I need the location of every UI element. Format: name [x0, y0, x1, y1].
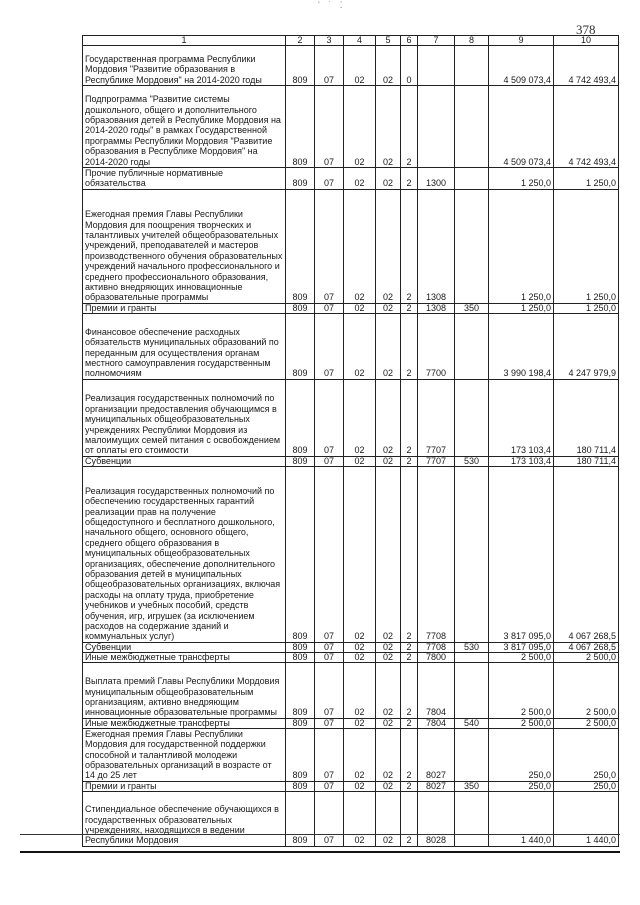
code-subsection: 02 — [344, 379, 376, 456]
bottom-divider-thick — [20, 851, 620, 853]
code-subsection: 02 — [344, 718, 376, 728]
column-header: 10 — [554, 36, 619, 46]
column-header: 1 — [83, 36, 286, 46]
code-expense-type: 530 — [455, 456, 489, 466]
code-ministry: 809 — [286, 303, 315, 313]
code-target: 8027 — [418, 781, 455, 791]
amount-year-2: 180 711,4 — [554, 379, 619, 456]
code-program: 02 — [376, 379, 401, 456]
code-subprogram: 2 — [401, 781, 418, 791]
code-expense-type — [455, 728, 489, 781]
code-ministry: 809 — [286, 781, 315, 791]
amount-year-1: 3 817 095,0 — [489, 642, 554, 652]
table-row — [83, 718, 619, 728]
code-section: 07 — [315, 379, 344, 456]
code-target: 7700 — [418, 313, 455, 379]
row-name: Прочие публичные нормативные обязательства — [83, 168, 286, 190]
code-target: 7708 — [418, 466, 455, 642]
column-header: 7 — [418, 36, 455, 46]
amount-year-1: 3 990 198,4 — [489, 313, 554, 379]
code-expense-type — [455, 379, 489, 456]
amount-year-1: 3 817 095,0 — [489, 466, 554, 642]
column-header: 9 — [489, 36, 554, 46]
code-program: 02 — [376, 791, 401, 846]
table-row — [83, 46, 619, 86]
code-subsection: 02 — [344, 662, 376, 718]
amount-year-2: 1 250,0 — [554, 189, 619, 303]
row-name: Премии и гранты — [83, 781, 286, 791]
amount-year-1: 1 440,0 — [489, 791, 554, 846]
table-row — [83, 662, 619, 718]
code-ministry: 809 — [286, 46, 315, 86]
code-target — [418, 86, 455, 168]
code-program: 02 — [376, 781, 401, 791]
code-program: 02 — [376, 642, 401, 652]
bottom-divider — [20, 834, 620, 835]
code-ministry: 809 — [286, 728, 315, 781]
code-ministry: 809 — [286, 86, 315, 168]
table-row — [83, 303, 619, 313]
code-expense-type — [455, 662, 489, 718]
table-row — [83, 791, 619, 846]
code-section: 07 — [315, 662, 344, 718]
code-subsection: 02 — [344, 168, 376, 190]
table-row — [83, 456, 619, 466]
code-section: 07 — [315, 168, 344, 190]
code-program: 02 — [376, 456, 401, 466]
amount-year-2: 4 067 268,5 — [554, 466, 619, 642]
code-subsection: 02 — [344, 728, 376, 781]
page-number: 378 — [576, 22, 596, 37]
amount-year-1: 173 103,4 — [489, 379, 554, 456]
code-subprogram: 2 — [401, 662, 418, 718]
code-subsection: 02 — [344, 313, 376, 379]
table-row — [83, 781, 619, 791]
code-subsection: 02 — [344, 791, 376, 846]
code-subprogram: 2 — [401, 791, 418, 846]
code-section: 07 — [315, 642, 344, 652]
code-ministry: 809 — [286, 718, 315, 728]
table-row — [83, 168, 619, 190]
amount-year-1: 250,0 — [489, 728, 554, 781]
code-expense-type — [455, 86, 489, 168]
code-subprogram: 2 — [401, 189, 418, 303]
code-section: 07 — [315, 456, 344, 466]
row-name: Ежегодная премия Главы Республики Мордовия для государственной поддержки способной и талантливой молодежи образовательных организаций в возрасте от 14 до 25 лет — [83, 728, 286, 781]
code-subsection: 02 — [344, 189, 376, 303]
code-program: 02 — [376, 728, 401, 781]
code-program: 02 — [376, 189, 401, 303]
code-ministry: 809 — [286, 652, 315, 662]
code-target: 7707 — [418, 456, 455, 466]
table-row — [83, 642, 619, 652]
code-program: 02 — [376, 86, 401, 168]
code-expense-type: 530 — [455, 642, 489, 652]
amount-year-2: 250,0 — [554, 781, 619, 791]
code-section: 07 — [315, 728, 344, 781]
amount-year-1: 4 509 073,4 — [489, 46, 554, 86]
amount-year-2: 4 742 493,4 — [554, 46, 619, 86]
column-header: 6 — [401, 36, 418, 46]
code-subprogram: 2 — [401, 718, 418, 728]
amount-year-2: 180 711,4 — [554, 456, 619, 466]
table-body — [83, 46, 619, 847]
row-name: Реализация государственных полномочий по организации предоставления обучающимся в муниципальных общеобразовательных учреждениях Республики Мордовия из малоимущих семей питания с освобождением от оплаты его стоимости — [83, 379, 286, 456]
code-expense-type — [455, 466, 489, 642]
code-target: 1308 — [418, 303, 455, 313]
code-subsection: 02 — [344, 86, 376, 168]
code-section: 07 — [315, 466, 344, 642]
code-expense-type — [455, 313, 489, 379]
amount-year-1: 250,0 — [489, 781, 554, 791]
budget-table-container — [82, 35, 619, 847]
code-expense-type — [455, 46, 489, 86]
code-expense-type: 350 — [455, 303, 489, 313]
code-section: 07 — [315, 718, 344, 728]
code-section: 07 — [315, 791, 344, 846]
amount-year-2: 4 067 268,5 — [554, 642, 619, 652]
code-target: 1308 — [418, 189, 455, 303]
row-name: Премии и гранты — [83, 303, 286, 313]
amount-year-2: 1 440,0 — [554, 791, 619, 846]
row-name: Реализация государственных полномочий по обеспечению государственных гарантий реализации прав на получение общедоступного и бесплатного дошкольного, начального общего, основного общего, среднего общего образования в муниципальных общеобразовательных организациях, обеспечение дополнительного образования детей в муниципальных общеобразовательных организациях, включая расходы на оплату труда, приобретение учебников и учебных пособий, средств обучения, игр, игрушек (за исключением расходов на содержание зданий и коммунальных услуг) — [83, 466, 286, 642]
code-ministry: 809 — [286, 662, 315, 718]
code-expense-type: 350 — [455, 781, 489, 791]
row-name: Подпрограмма "Развитие системы дошкольного, общего и дополнительного образования детей в Республике Мордовия на 2014-2020 годы" в рамках Государственной программы Республики Мордовия "Развитие образования в Республике Мордовия" на 2014-2020 годы — [83, 86, 286, 168]
code-section: 07 — [315, 313, 344, 379]
code-subprogram: 2 — [401, 303, 418, 313]
column-header: 4 — [344, 36, 376, 46]
code-target: 7800 — [418, 652, 455, 662]
amount-year-2: 4 247 979,9 — [554, 313, 619, 379]
code-subprogram: 2 — [401, 168, 418, 190]
code-target: 7708 — [418, 642, 455, 652]
code-subprogram: 2 — [401, 466, 418, 642]
table-row — [83, 86, 619, 168]
column-header: 5 — [376, 36, 401, 46]
row-name: Государственная программа Республики Мордовия "Развитие образования в Республике Мордовия" на 2014-2020 годы — [83, 46, 286, 86]
code-section: 07 — [315, 303, 344, 313]
code-section: 07 — [315, 189, 344, 303]
amount-year-1: 1 250,0 — [489, 303, 554, 313]
table-row — [83, 313, 619, 379]
code-target: 1300 — [418, 168, 455, 190]
code-ministry: 809 — [286, 313, 315, 379]
row-name: Субвенции — [83, 642, 286, 652]
code-target: 7804 — [418, 718, 455, 728]
row-name: Стипендиальное обеспечение обучающихся в государственных образовательных учреждениях, находящихся в ведении Республики Мордовия — [83, 791, 286, 846]
code-target — [418, 46, 455, 86]
code-subsection: 02 — [344, 303, 376, 313]
table-row — [83, 379, 619, 456]
code-subprogram: 2 — [401, 313, 418, 379]
amount-year-2: 2 500,0 — [554, 718, 619, 728]
table-row — [83, 189, 619, 303]
code-section: 07 — [315, 46, 344, 86]
code-program: 02 — [376, 313, 401, 379]
code-ministry: 809 — [286, 466, 315, 642]
code-subprogram: 2 — [401, 652, 418, 662]
amount-year-2: 4 742 493,4 — [554, 86, 619, 168]
code-section: 07 — [315, 86, 344, 168]
code-expense-type — [455, 652, 489, 662]
code-program: 02 — [376, 46, 401, 86]
code-ministry: 809 — [286, 168, 315, 190]
code-subprogram: 2 — [401, 728, 418, 781]
table-header-row — [83, 36, 619, 46]
code-program: 02 — [376, 303, 401, 313]
row-name: Финансовое обеспечение расходных обязательств муниципальных образований по переданным для осуществления органам местного самоуправления государственным полномочиям — [83, 313, 286, 379]
column-header: 8 — [455, 36, 489, 46]
amount-year-2: 1 250,0 — [554, 168, 619, 190]
row-name: Выплата премий Главы Республики Мордовия муниципальным общеобразовательным организациям, активно внедряющим инновационные образовательные программы — [83, 662, 286, 718]
amount-year-1: 2 500,0 — [489, 652, 554, 662]
budget-table — [82, 35, 619, 847]
row-name: Субвенции — [83, 456, 286, 466]
code-ministry: 809 — [286, 456, 315, 466]
code-program: 02 — [376, 466, 401, 642]
code-subprogram: 0 — [401, 46, 418, 86]
amount-year-1: 2 500,0 — [489, 718, 554, 728]
code-ministry: 809 — [286, 189, 315, 303]
code-ministry: 809 — [286, 642, 315, 652]
code-subsection: 02 — [344, 781, 376, 791]
code-subsection: 02 — [344, 456, 376, 466]
code-target: 8027 — [418, 728, 455, 781]
amount-year-2: 2 500,0 — [554, 652, 619, 662]
code-expense-type — [455, 168, 489, 190]
code-program: 02 — [376, 652, 401, 662]
code-subprogram: 2 — [401, 86, 418, 168]
row-name: Иные межбюджетные трансферты — [83, 652, 286, 662]
code-ministry: 809 — [286, 791, 315, 846]
code-ministry: 809 — [286, 379, 315, 456]
code-subsection: 02 — [344, 46, 376, 86]
amount-year-1: 4 509 073,4 — [489, 86, 554, 168]
code-subsection: 02 — [344, 466, 376, 642]
table-row — [83, 652, 619, 662]
code-target: 7707 — [418, 379, 455, 456]
code-section: 07 — [315, 652, 344, 662]
code-subsection: 02 — [344, 642, 376, 652]
code-subsection: 02 — [344, 652, 376, 662]
column-header: 3 — [315, 36, 344, 46]
column-header: 2 — [286, 36, 315, 46]
code-subprogram: 2 — [401, 642, 418, 652]
amount-year-2: 2 500,0 — [554, 662, 619, 718]
code-target: 7804 — [418, 662, 455, 718]
amount-year-1: 1 250,0 — [489, 189, 554, 303]
code-expense-type: 540 — [455, 718, 489, 728]
code-expense-type — [455, 189, 489, 303]
table-row — [83, 728, 619, 781]
amount-year-1: 173 103,4 — [489, 456, 554, 466]
row-name: Ежегодная премия Главы Республики Мордовия для поощрения творческих и талантливых учителей общеобразовательных учреждений, преподавателей и мастеров производственного обучения образовательных учреждений начального профессионального и среднего профессионального образования, активно внедряющих инновационные образовательные программы — [83, 189, 286, 303]
code-program: 02 — [376, 718, 401, 728]
amount-year-1: 2 500,0 — [489, 662, 554, 718]
scan-marks: ʹ ˙ ⁚ — [318, 0, 346, 10]
code-subprogram: 2 — [401, 456, 418, 466]
code-expense-type — [455, 791, 489, 846]
code-program: 02 — [376, 168, 401, 190]
amount-year-1: 1 250,0 — [489, 168, 554, 190]
code-program: 02 — [376, 662, 401, 718]
amount-year-2: 1 250,0 — [554, 303, 619, 313]
code-subprogram: 2 — [401, 379, 418, 456]
code-section: 07 — [315, 781, 344, 791]
table-row — [83, 466, 619, 642]
code-target: 8028 — [418, 791, 455, 846]
amount-year-2: 250,0 — [554, 728, 619, 781]
row-name: Иные межбюджетные трансферты — [83, 718, 286, 728]
